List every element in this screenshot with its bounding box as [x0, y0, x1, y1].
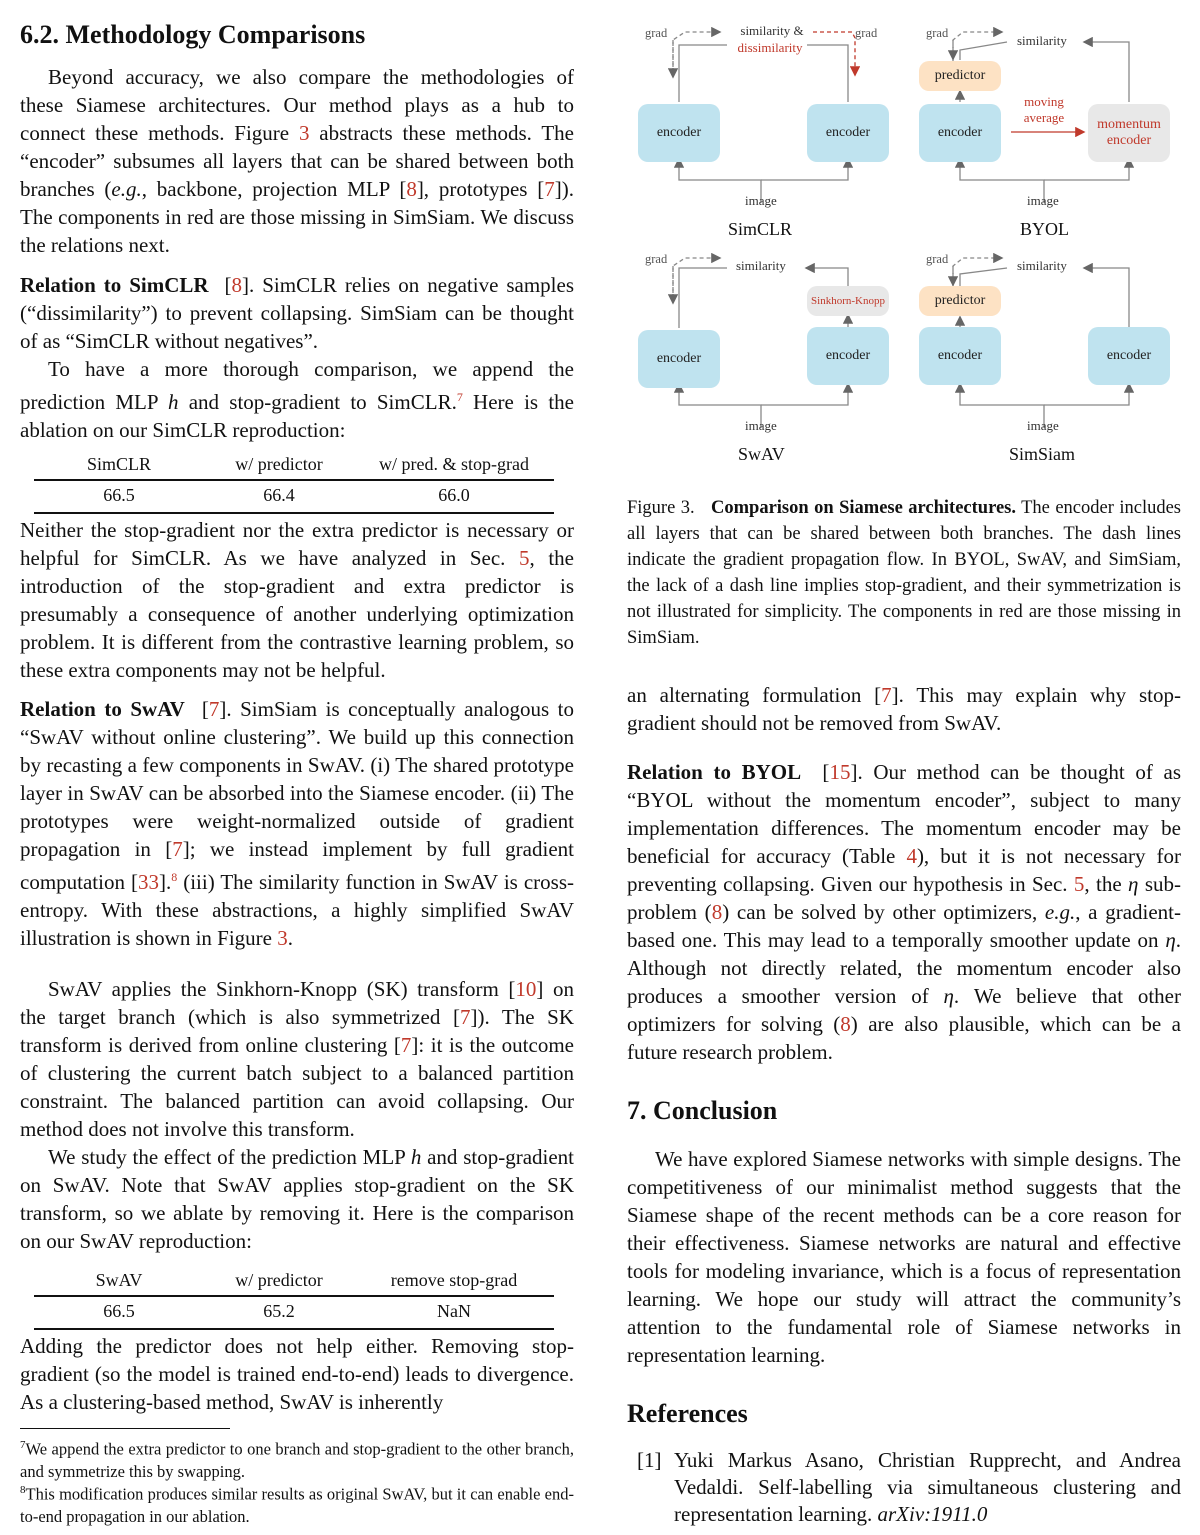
image-label: image	[745, 418, 777, 433]
encoder-box: encoder	[919, 104, 1001, 162]
citation[interactable]: 15	[829, 760, 851, 784]
predictor-box: predictor	[919, 61, 1001, 91]
intro-paragraph: Beyond accuracy, we also compare the methodologies of these Siamese architectures. Our method plays as a hub to connect these methods. Figure 3 abstracts these methods. The “encoder” subsumes all layers that can be shared between both branches (e.g., backbone, projection MLP [8], prototypes [7]). The components in red are those missing in SimSiam. We discuss the relations next.	[20, 65, 574, 257]
encoder-box: encoder	[1088, 327, 1170, 385]
table-cell: 66.5	[34, 480, 204, 513]
citation[interactable]: 7	[172, 837, 183, 861]
figure-title-simsiam: SimSiam	[1009, 444, 1076, 464]
section-ref[interactable]: 5	[1073, 872, 1085, 896]
swav-continuation: an alternating formulation [7]. This may explain why stop-gradient should not be removed from SwAV.	[627, 683, 1181, 735]
byol-heading: Relation to BYOL	[627, 760, 802, 784]
swav-ablation-table	[34, 1268, 554, 1330]
figure-3	[627, 10, 1187, 480]
encoder-box: encoder	[807, 327, 889, 385]
table-cell: 66.5	[34, 1296, 204, 1329]
equation-ref[interactable]: 8	[711, 900, 723, 924]
citation[interactable]: 7	[881, 683, 892, 707]
similarity-label: similarity	[1017, 33, 1067, 48]
dissimilarity-label: dissimilarity	[737, 40, 803, 55]
section-ref[interactable]: 5	[519, 546, 530, 570]
image-label: image	[745, 193, 777, 208]
footnote-7: $^7$We append the extra predictor to one branch and stop-gradient to the other branch, and symmetrize this by swapping.	[20, 1439, 574, 1481]
footnote-8: $^8$This modification produces similar results as original SwAV, but it can enable end-to-end propagation in our ablation.	[20, 1484, 574, 1526]
figure-title-byol: BYOL	[1020, 219, 1069, 239]
similarity-label: similarity	[1017, 258, 1067, 273]
table-header: w/ pred. & stop-grad	[354, 452, 554, 480]
image-label: image	[1027, 418, 1059, 433]
table-header: remove stop-grad	[354, 1268, 554, 1296]
table-header: SwAV	[34, 1268, 204, 1296]
moving-average-label: moving average	[1023, 94, 1065, 125]
citation[interactable]: 7	[459, 1005, 471, 1029]
sinkhorn-knopp-box: Sinkhorn-Knopp	[807, 286, 889, 316]
simclr-discussion: Neither the stop-gradient nor the extra predictor is necessary or helpful for SimCLR. As we have analyzed in Sec. 5, the introduction of the stop-gradient and extra predictor is presumably a consequence of another underlying optimization problem. It is different from the contrastive learning problem, so these extra components may not be helpful.	[20, 518, 574, 682]
citation[interactable]: 33	[137, 870, 159, 894]
figure-arrows	[627, 10, 1187, 480]
equation-ref[interactable]: 8	[840, 1012, 851, 1036]
citation[interactable]: 10	[515, 977, 537, 1001]
reference-1[interactable]: Yuki Markus Asano, Christian Rupprecht, and Andrea Vedaldi. Self-labelling via simultaneous clustering and representation learning. arXiv:1911.0	[674, 1448, 1181, 1526]
footnote-ref[interactable]: 7	[456, 390, 463, 404]
table-cell: NaN	[354, 1296, 554, 1329]
figure-title-swav: SwAV	[738, 444, 785, 464]
footnote-ref[interactable]: 8	[171, 870, 178, 884]
table-header: w/ predictor	[204, 1268, 354, 1296]
figure-ref[interactable]: 3	[298, 121, 310, 145]
simclr-ablation-intro: To have a more thorough comparison, we append the prediction MLP h and stop-gradient to SimCLR.$^7$ Here is the ablation on our SimCLR reproduction:	[20, 357, 574, 442]
table-header: w/ predictor	[204, 452, 354, 480]
grad-label: grad	[645, 252, 668, 266]
grad-label: grad	[855, 26, 878, 40]
references-title: References	[627, 1399, 748, 1428]
similarity-label: similarity &	[740, 23, 804, 38]
grad-label: grad	[926, 252, 949, 266]
encoder-box: encoder	[638, 104, 720, 162]
swav-heading: Relation to SwAV	[20, 697, 185, 721]
figure-caption: Figure 3. Comparison on Siamese architectures. The encoder includes all layers that can be shared between both branches. The dash lines indicate the gradient propagation flow. In BYOL, SwAV, and SimSiam, the lack of a dash line implies stop-gradient, and their symmetrization is not illustrated for simplicity. The components in red are those missing in SimSiam.	[627, 497, 1181, 648]
encoder-box: encoder	[638, 330, 720, 388]
predictor-box: predictor	[919, 286, 1001, 316]
encoder-box: encoder	[807, 104, 889, 162]
table-cell: 66.0	[354, 480, 554, 513]
citation[interactable]: 7	[400, 1033, 412, 1057]
grad-label: grad	[926, 26, 949, 40]
figure-title-simclr: SimCLR	[728, 219, 793, 239]
figure-ref[interactable]: 3	[277, 926, 288, 950]
swav-ablation-intro: We study the effect of the prediction MLP h and stop-gradient on SwAV. Note that SwAV applies stop-gradient on the SK transform, so we ablate by removing it. Here is the comparison on our SwAV reproduction:	[20, 1145, 574, 1253]
citation[interactable]: 8	[231, 273, 243, 297]
simclr-ablation-table	[34, 452, 554, 514]
section-title: 6.2. Methodology Comparisons	[20, 20, 366, 49]
table-ref[interactable]: 4	[906, 844, 917, 868]
citation[interactable]: 8	[406, 177, 417, 201]
similarity-label: similarity	[736, 258, 786, 273]
simclr-relation-paragraph: Relation to SimCLR [8]. SimCLR relies on negative samples (“dissimilarity”) to prevent collapsing. SimSiam can be thought of as “SimCLR without negatives”.	[20, 273, 575, 353]
image-label: image	[1027, 193, 1059, 208]
conclusion-title: 7. Conclusion	[627, 1096, 778, 1125]
simclr-heading: Relation to SimCLR	[20, 273, 209, 297]
footnote-divider	[20, 1428, 230, 1429]
swav-sk-paragraph: SwAV applies the Sinkhorn-Knopp (SK) transform [10] on the target branch (which is also symmetrized [7]). The SK transform is derived from online clustering [7]: it is the outcome of clustering the current batch subject to a balanced partition constraint. The balanced partition can avoid collapsing. Our method does not involve this transform.	[20, 977, 575, 1141]
swav-discussion: Adding the predictor does not help either. Removing stop-gradient (so the model is trained end-to-end) leads to divergence. As a clustering-based method, SwAV is inherently	[20, 1334, 574, 1414]
citation[interactable]: 7	[544, 177, 555, 201]
encoder-box: encoder	[919, 327, 1001, 385]
table-cell: 65.2	[204, 1296, 354, 1329]
reference-number: [1]	[637, 1448, 662, 1472]
grad-label: grad	[645, 26, 668, 40]
table-header: SimCLR	[34, 452, 204, 480]
momentum-encoder-box: momentum encoder	[1088, 104, 1170, 162]
byol-relation-paragraph: Relation to BYOL [15]. Our method can be thought of as “BYOL without the momentum encoder”, subject to many implementation differences. The momentum encoder may be beneficial for accuracy (Table 4), but it is not necessary for preventing collapsing. Given our hypothesis in Sec. 5, the η sub-problem (8) can be solved by other optimizers, e.g., a gradient-based one. This may lead to a temporally smoother update on η. Although not directly related, the momentum encoder also produces a smoother version of η. We believe that other optimizers for solving (8) are also plausible, which can be a future research problem.	[627, 760, 1181, 1064]
citation[interactable]: 7	[208, 697, 220, 721]
swav-relation-paragraph: Relation to SwAV [7]. SimSiam is conceptually analogous to “SwAV without online clustering”. We build up this connection by recasting a few components in SwAV. (i) The shared prototype layer in SwAV can be absorbed into the Siamese encoder. (ii) The prototypes were weight-normalized outside of gradient propagation in [7]; we instead implement by full gradient computation [33].$^8$ (iii) The similarity function in SwAV is cross-entropy. With these abstractions, a highly simplified SwAV illustration is shown in Figure 3.	[20, 697, 574, 950]
table-cell: 66.4	[204, 480, 354, 513]
conclusion-paragraph: We have explored Siamese networks with simple designs. The competitiveness of our minimalist method suggests that the Siamese shape of the recent methods can be a core reason for their effectiveness. Siamese networks are natural and effective tools for modeling invariance, which is a focus of representation learning. We hope our study will attract the community’s attention to the fundamental role of Siamese networks in representation learning.	[627, 1147, 1181, 1367]
